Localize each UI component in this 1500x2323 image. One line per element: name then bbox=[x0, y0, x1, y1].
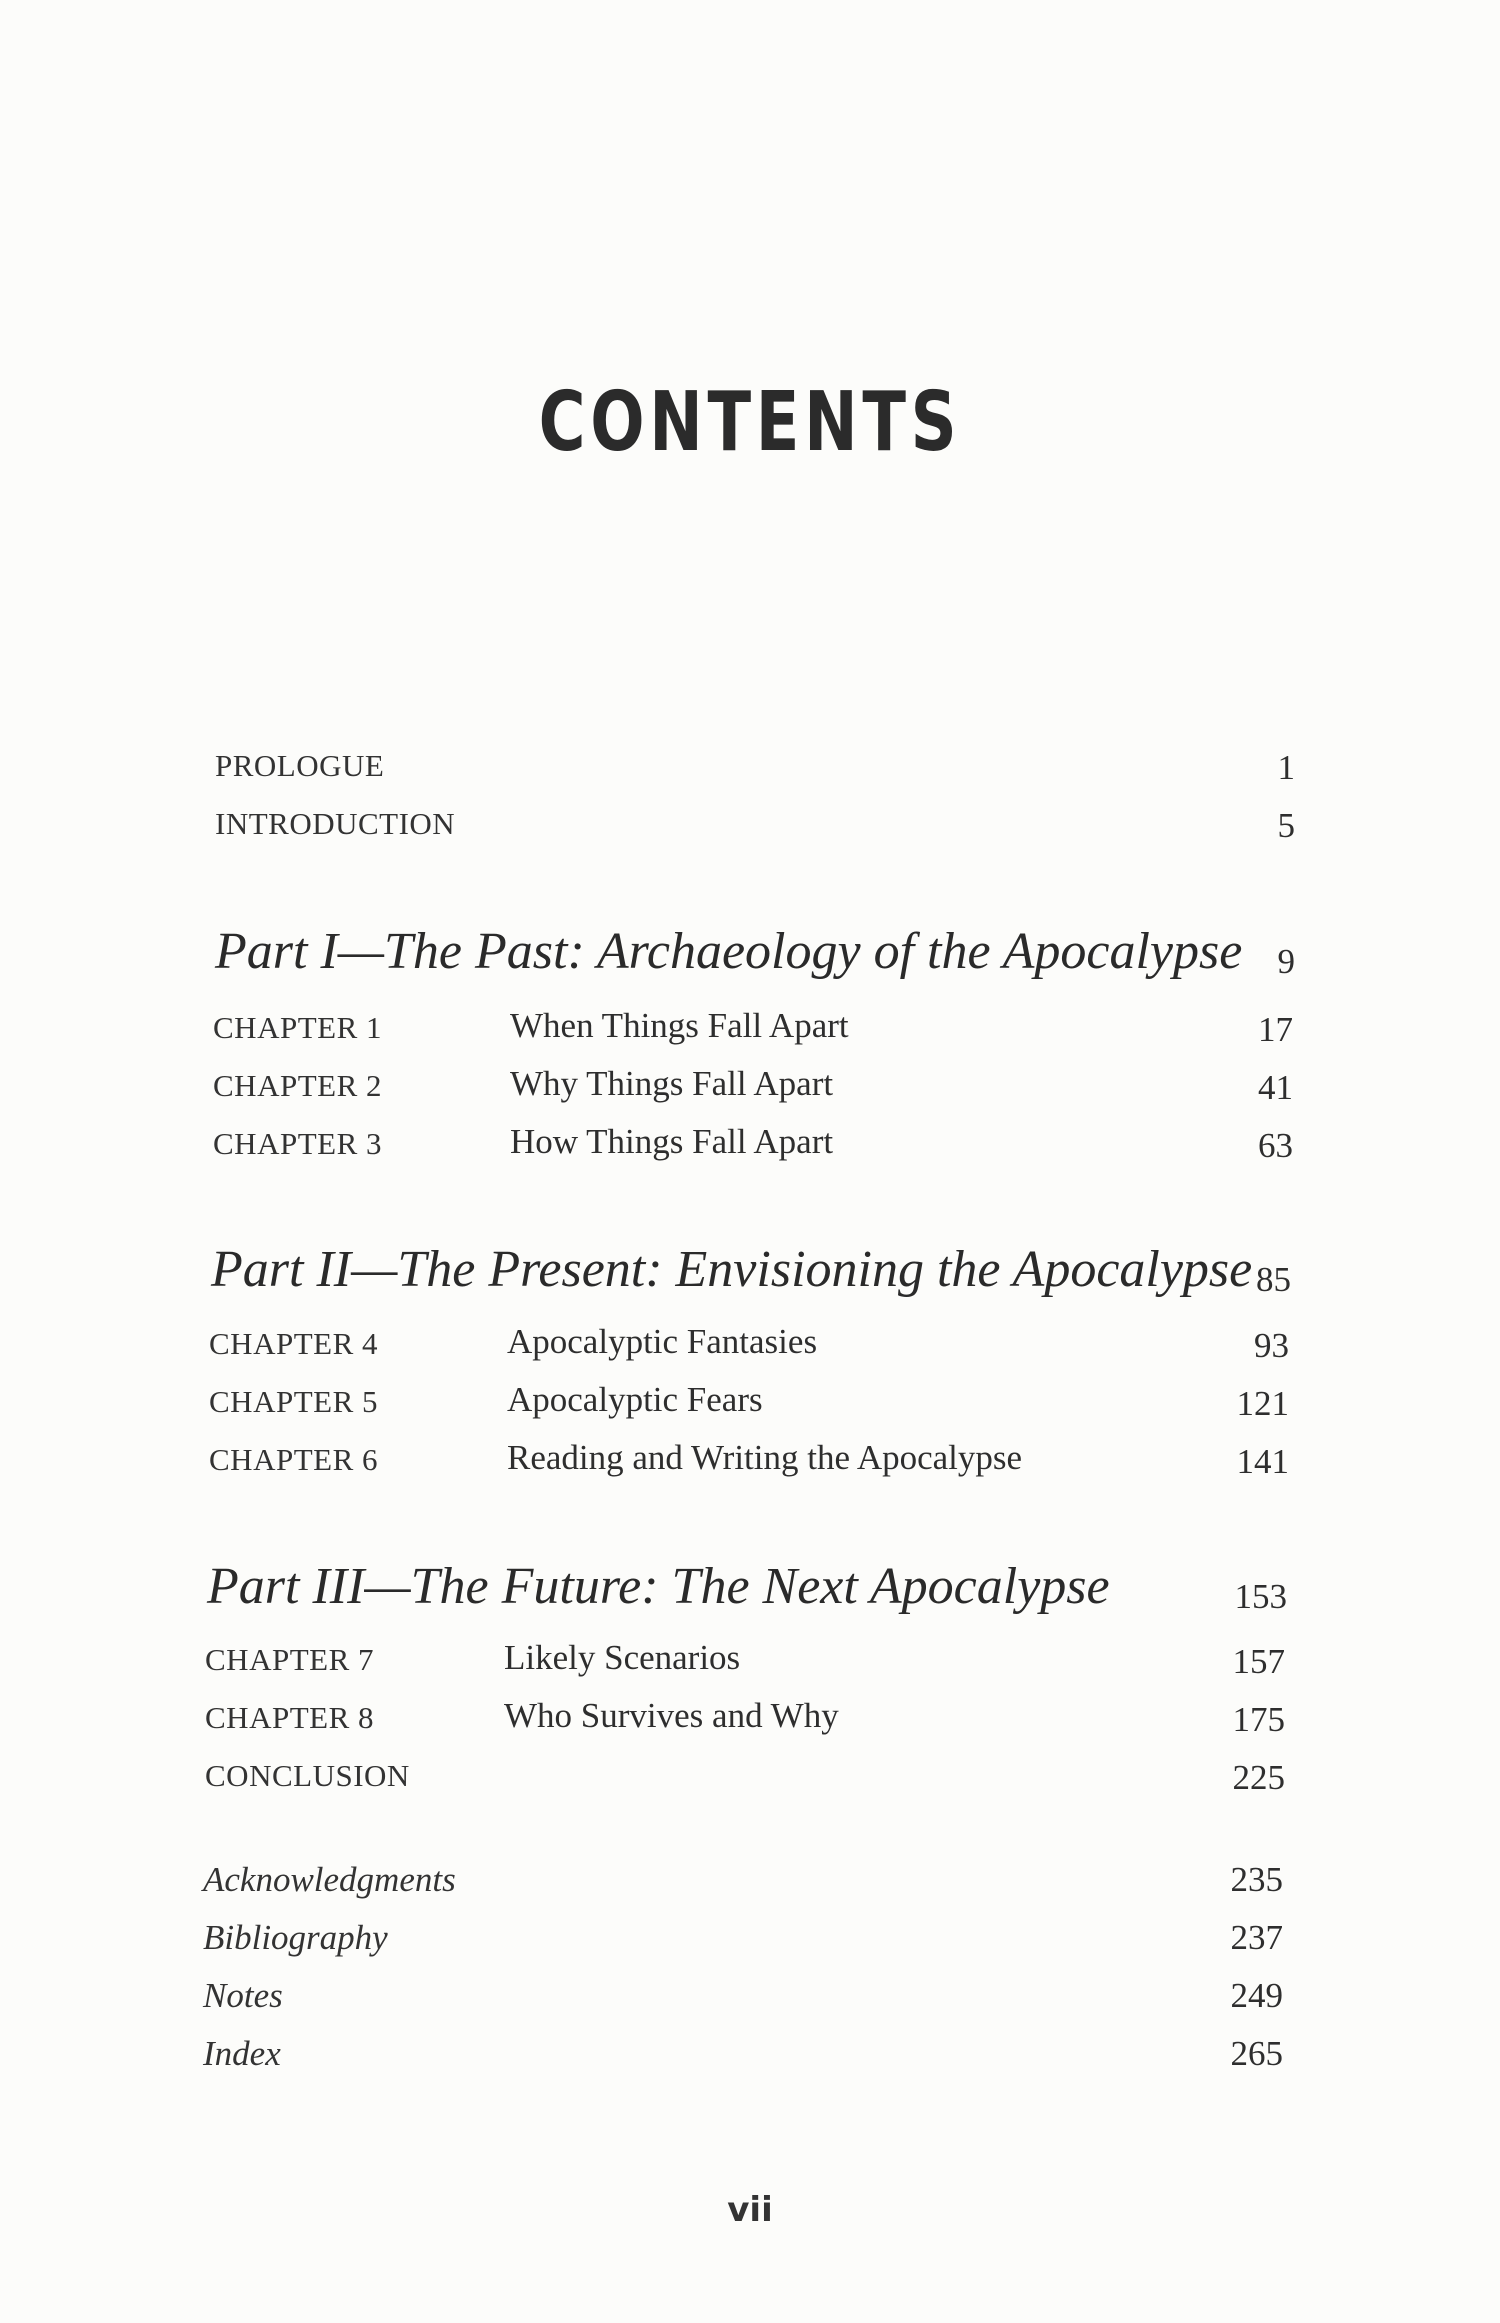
part-title: Part I—The Past: Archaeology of the Apocalypse bbox=[215, 923, 1243, 980]
part-page-number: 85 bbox=[1256, 1260, 1291, 1299]
entry-label: Acknowledgments bbox=[203, 1860, 456, 1899]
entry-label: Notes bbox=[203, 1976, 283, 2015]
chapter-title: Reading and Writing the Apocalypse bbox=[507, 1438, 1023, 1477]
entry-page-number: 249 bbox=[1230, 1976, 1283, 2015]
toc-part-2[interactable] bbox=[211, 1241, 1311, 1310]
chapter-page-number: 121 bbox=[1236, 1384, 1289, 1423]
entry-page-number: 235 bbox=[1230, 1860, 1283, 1899]
part-page-number: 153 bbox=[1234, 1577, 1287, 1616]
entry-label: CONCLUSION bbox=[205, 1758, 410, 1793]
part-title: Part III—The Future: The Next Apocalypse bbox=[207, 1558, 1110, 1615]
page-title: CONTENTS bbox=[538, 375, 962, 470]
chapter-title: Apocalyptic Fantasies bbox=[507, 1322, 818, 1361]
chapter-page-number: 93 bbox=[1254, 1326, 1289, 1365]
chapter-label: CHAPTER 8 bbox=[205, 1700, 374, 1735]
chapter-label: CHAPTER 3 bbox=[213, 1126, 382, 1161]
chapter-title: When Things Fall Apart bbox=[510, 1006, 849, 1045]
toc-entry-notes[interactable] bbox=[203, 1976, 1303, 2028]
chapter-label: CHAPTER 2 bbox=[213, 1068, 382, 1103]
toc-chapter-1[interactable] bbox=[213, 1006, 1313, 1062]
toc-entry-acknowledgments[interactable] bbox=[203, 1860, 1303, 1912]
chapter-label: CHAPTER 4 bbox=[209, 1326, 378, 1361]
toc-chapter-5[interactable] bbox=[209, 1380, 1309, 1436]
page-number-footer: vii bbox=[727, 2190, 773, 2230]
toc-entry-introduction[interactable] bbox=[215, 806, 1315, 858]
toc-chapter-7[interactable] bbox=[205, 1638, 1305, 1694]
entry-page-number: 5 bbox=[1277, 806, 1295, 845]
chapter-page-number: 17 bbox=[1258, 1010, 1293, 1049]
chapter-label: CHAPTER 1 bbox=[213, 1010, 382, 1045]
toc-chapter-3[interactable] bbox=[213, 1122, 1313, 1178]
entry-label: Bibliography bbox=[203, 1918, 388, 1957]
entry-label: INTRODUCTION bbox=[215, 806, 456, 841]
entry-page-number: 237 bbox=[1230, 1918, 1283, 1957]
toc-entry-prologue[interactable] bbox=[215, 748, 1315, 800]
entry-label: Index bbox=[203, 2034, 281, 2073]
part-title: Part II—The Present: Envisioning the Apocalypse bbox=[211, 1241, 1253, 1298]
toc-part-1[interactable] bbox=[215, 923, 1315, 992]
chapter-page-number: 63 bbox=[1258, 1126, 1293, 1165]
toc-chapter-2[interactable] bbox=[213, 1064, 1313, 1120]
chapter-label: CHAPTER 5 bbox=[209, 1384, 378, 1419]
chapter-title: How Things Fall Apart bbox=[510, 1122, 834, 1161]
chapter-page-number: 157 bbox=[1232, 1642, 1285, 1681]
chapter-page-number: 175 bbox=[1232, 1700, 1285, 1739]
chapter-label: CHAPTER 7 bbox=[205, 1642, 374, 1677]
toc-chapter-4[interactable] bbox=[209, 1322, 1309, 1378]
toc-part-3[interactable] bbox=[207, 1558, 1307, 1627]
entry-page-number: 265 bbox=[1230, 2034, 1283, 2073]
chapter-page-number: 41 bbox=[1258, 1068, 1293, 1107]
chapter-title: Who Survives and Why bbox=[504, 1696, 839, 1735]
toc-entry-index[interactable] bbox=[203, 2034, 1303, 2086]
part-page-number: 9 bbox=[1277, 942, 1295, 981]
chapter-label: CHAPTER 6 bbox=[209, 1442, 378, 1477]
entry-label: PROLOGUE bbox=[215, 748, 385, 783]
toc-entry-bibliography[interactable] bbox=[203, 1918, 1303, 1970]
chapter-title: Why Things Fall Apart bbox=[510, 1064, 834, 1103]
toc-entry-conclusion[interactable] bbox=[205, 1758, 1305, 1810]
chapter-title: Likely Scenarios bbox=[504, 1638, 741, 1677]
toc-chapter-6[interactable] bbox=[209, 1438, 1309, 1494]
entry-page-number: 1 bbox=[1277, 748, 1295, 787]
chapter-title: Apocalyptic Fears bbox=[507, 1380, 763, 1419]
chapter-page-number: 141 bbox=[1236, 1442, 1289, 1481]
entry-page-number: 225 bbox=[1232, 1758, 1285, 1797]
toc-chapter-8[interactable] bbox=[205, 1696, 1305, 1752]
